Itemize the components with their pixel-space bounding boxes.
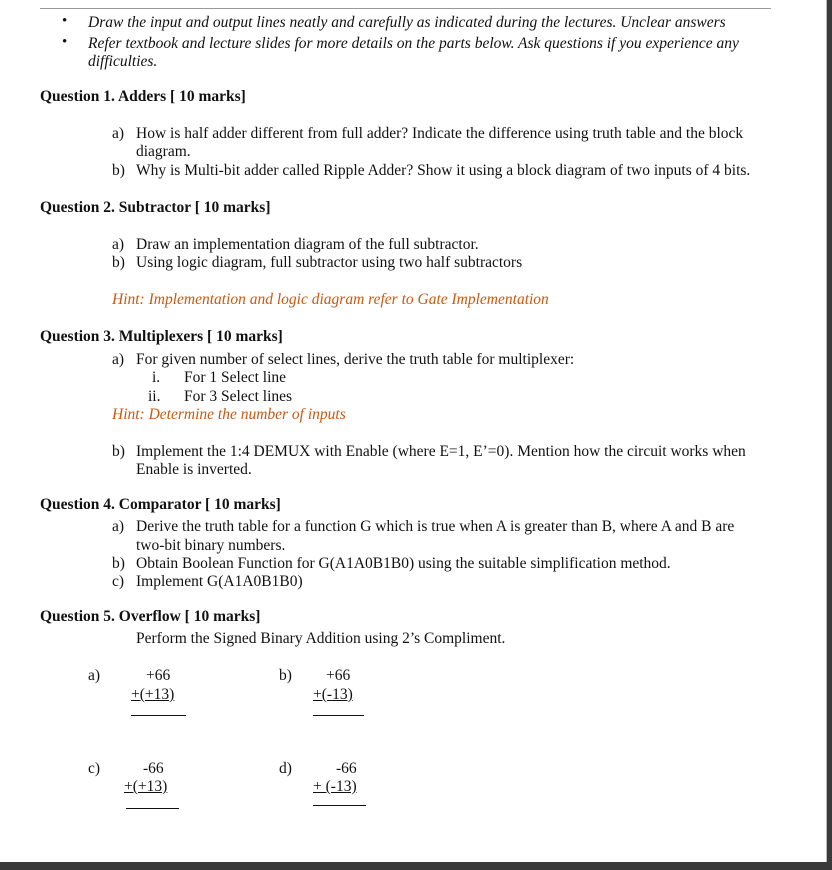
q2-a-label: a) [112, 236, 125, 253]
problem-c-label: c) [88, 760, 101, 777]
q3-a-label: a) [112, 351, 125, 368]
q3-b-label: b) [112, 443, 125, 460]
q4-title: Question 4. Comparator [ 10 marks] [40, 496, 281, 513]
bullet-1: Draw the input and output lines neatly and carefully as indicated during the lectures. Unclear answers [88, 14, 726, 31]
bullet-2: Refer textbook and lecture slides for more details on the parts below. Ask questions if you experience any [88, 35, 739, 52]
q1-b-text: Why is Multi-bit adder called Ripple Adder? Show it using a block diagram of two inputs of 4 bits. [136, 162, 751, 179]
q5-intro: Perform the Signed Binary Addition using 2’s Compliment. [136, 630, 506, 647]
q4-a-text: Derive the truth table for a function G which is true when A is greater than B, where A and B are [136, 518, 735, 535]
q1-b-label: b) [112, 162, 125, 179]
bullet-dot: • [62, 13, 68, 29]
answer-line [126, 808, 179, 809]
problem-d-top: -66 [336, 760, 357, 777]
q2-a-text: Draw an implementation diagram of the full subtractor. [136, 236, 479, 253]
q1-a-text-cont: diagram. [136, 143, 191, 160]
q4-a-label: a) [112, 518, 125, 535]
q3-title: Question 3. Multiplexers [ 10 marks] [40, 328, 283, 345]
problem-a-top: +66 [146, 667, 171, 684]
q3-hint: Hint: Determine the number of inputs [112, 406, 346, 423]
q3-i-text: For 1 Select line [184, 369, 287, 386]
problem-d-label: d) [279, 760, 292, 777]
q3-i-label: i. [152, 369, 161, 386]
problem-c-bottom: +(+13) [124, 778, 168, 795]
bullet-2-cont: difficulties. [88, 53, 158, 70]
answer-line [313, 715, 364, 716]
q4-c-text: Implement G(A1A0B1B0) [136, 573, 303, 590]
q3-ii-label: ii. [148, 388, 161, 405]
q1-title: Question 1. Adders [ 10 marks] [40, 88, 246, 105]
q4-c-label: c) [112, 573, 125, 590]
q3-a-text: For given number of select lines, derive the truth table for multiplexer: [136, 351, 575, 368]
answer-line [313, 805, 366, 806]
q4-a-text-cont: two-bit binary numbers. [136, 537, 286, 554]
q3-ii-text: For 3 Select lines [184, 388, 293, 405]
q1-a-text: How is half adder different from full adder? Indicate the difference using truth table and the block [136, 125, 744, 142]
problem-b-top: +66 [326, 667, 351, 684]
q2-hint: Hint: Implementation and logic diagram refer to Gate Implementation [112, 291, 549, 308]
q3-b-text: Implement the 1:4 DEMUX with Enable (where E=1, E’=0). Mention how the circuit works when [136, 443, 746, 460]
q4-b-text: Obtain Boolean Function for G(A1A0B1B0) using the suitable simplification method. [136, 555, 671, 572]
problem-b-label: b) [279, 667, 292, 684]
problem-b-bottom: +(-13) [313, 686, 353, 703]
q4-b-label: b) [112, 555, 125, 572]
problem-a-label: a) [88, 667, 101, 684]
q5-title: Question 5. Overflow [ 10 marks] [40, 608, 261, 625]
q2-b-text: Using logic diagram, full subtractor using two half subtractors [136, 254, 523, 271]
bullet-dot: • [62, 34, 68, 50]
problem-d-bottom: + (-13) [313, 778, 357, 795]
q1-a-label: a) [112, 125, 125, 142]
q2-title: Question 2. Subtractor [ 10 marks] [40, 199, 271, 216]
answer-line [131, 715, 186, 716]
q2-b-label: b) [112, 254, 125, 271]
q3-b-text-cont: Enable is inverted. [136, 461, 252, 478]
problem-a-bottom: +(+13) [131, 686, 175, 703]
problem-c-top: -66 [143, 760, 164, 777]
top-divider [40, 8, 771, 9]
